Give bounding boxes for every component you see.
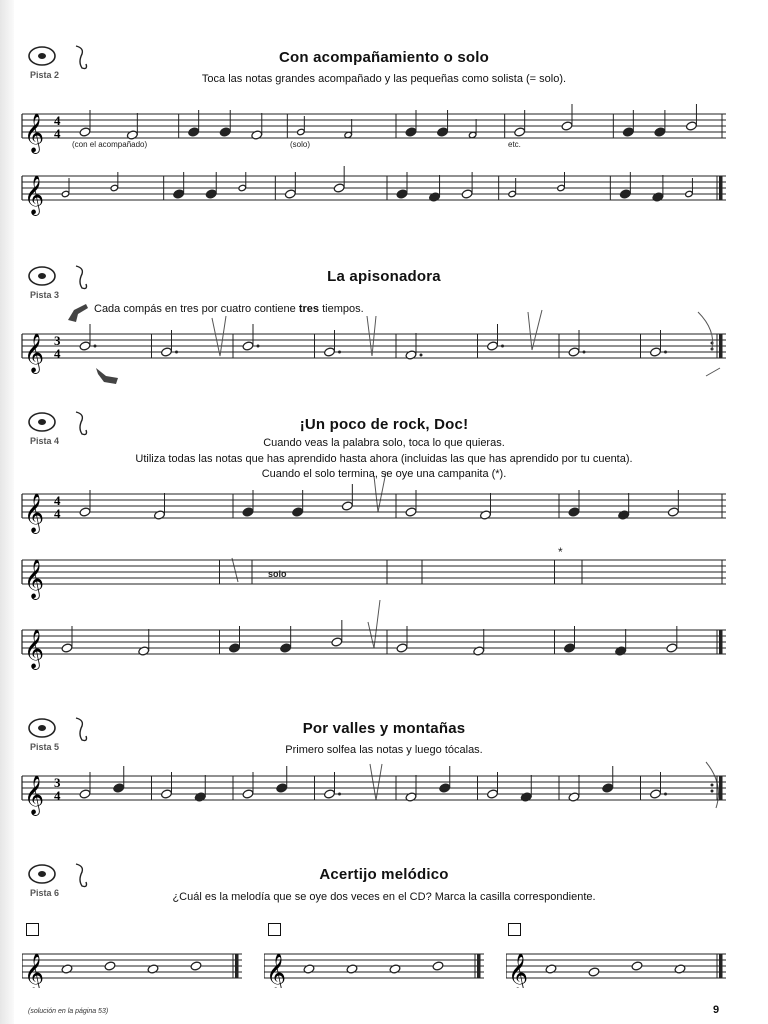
treble-clef-icon: 𝄞 [24, 629, 45, 669]
note-head [568, 507, 580, 517]
note-dot [338, 793, 341, 796]
note-head [280, 643, 292, 653]
treble-clef-icon: 𝄞 [24, 493, 45, 533]
melody-option-1 [22, 944, 242, 993]
note-head [229, 643, 241, 653]
repeat-dot [711, 784, 714, 787]
note-head [432, 961, 444, 971]
note-head [615, 646, 627, 656]
time-signature-bottom: 4 [54, 506, 61, 521]
note-head [487, 789, 499, 799]
note-head [242, 507, 254, 517]
staff-svg-3b [22, 550, 726, 599]
treble-clef-icon: 𝄞 [24, 953, 45, 988]
track-label-5: Pista 6 [30, 888, 60, 898]
note-head [602, 783, 614, 793]
treble-clef-icon: 𝄞 [266, 953, 287, 988]
note-head [79, 789, 91, 799]
saxophone-icon [70, 862, 90, 892]
note-head [564, 643, 576, 653]
note-head [439, 783, 451, 793]
time-signature-bottom: 4 [54, 346, 61, 361]
note-head [650, 789, 662, 799]
track-label-1: Pista 2 [30, 70, 60, 80]
section-title-1: Con acompañamiento o solo [278, 49, 490, 66]
section-subtitle-1: Toca las notas grandes acompañado y las pequeñas como solista (= solo). [201, 73, 567, 85]
annotation-accompanied: (con el acompañado) [72, 140, 148, 149]
solo-label: solo [268, 569, 287, 579]
time-signature-top: 3 [54, 333, 61, 348]
answer-checkbox-3[interactable] [508, 923, 521, 936]
treble-clef-icon: 𝄞 [24, 175, 45, 215]
track-label-3: Pista 4 [30, 436, 60, 446]
note-head [341, 501, 353, 511]
staff-svg-3a [22, 484, 726, 533]
note-dot [664, 793, 667, 796]
final-barline [719, 954, 723, 978]
track-label-2: Pista 3 [30, 290, 60, 300]
melody-option-3 [506, 944, 726, 993]
note-head [138, 646, 150, 656]
treble-clef-icon: 𝄞 [24, 333, 45, 373]
note-head [104, 961, 116, 971]
note-head [405, 792, 417, 802]
note-head [113, 783, 125, 793]
track-label-4: Pista 5 [30, 742, 60, 752]
note-head [61, 964, 73, 974]
section-subtitle-3b: Utiliza todas las notas que has aprendido hasta ahora (incluidas las que has aprendido por tu cuenta). [135, 453, 633, 465]
note-head [545, 964, 557, 974]
note-head [324, 789, 336, 799]
track-badge-4 [26, 716, 106, 766]
hint-text-start: Cada compás en tres por cuatro contiene [94, 303, 299, 315]
staff-3a [22, 484, 726, 533]
note-head [520, 792, 532, 802]
note-head [674, 964, 686, 974]
time-signature-top: 3 [54, 775, 61, 790]
note-head [588, 967, 600, 977]
treble-clef-icon: 𝄞 [24, 113, 45, 153]
treble-clef-icon: 𝄞 [24, 775, 45, 815]
time-signature-bottom: 4 [54, 788, 61, 803]
answer-checkbox-1[interactable] [26, 923, 39, 936]
note-head [568, 792, 580, 802]
final-barline [235, 954, 239, 978]
hint-text-end: tiempos. [319, 303, 364, 315]
staff-svg-4 [22, 766, 726, 815]
saxophone-icon [70, 410, 90, 440]
note-head [292, 507, 304, 517]
note-head [303, 964, 315, 974]
section-title-4: Por valles y montañas [302, 720, 466, 737]
note-head [405, 507, 417, 517]
note-head [161, 789, 173, 799]
note-head [190, 961, 202, 971]
final-barline [477, 954, 481, 978]
note-head [480, 510, 492, 520]
treble-clef-icon: 𝄞 [24, 559, 45, 599]
bell-mark: * [558, 545, 563, 559]
note-head [61, 643, 73, 653]
final-barline [719, 776, 723, 800]
note-head [473, 646, 485, 656]
note-head [631, 961, 643, 971]
note-head [242, 789, 254, 799]
saxophone-icon [70, 716, 90, 746]
melody-option-2 [264, 944, 484, 993]
section-subtitle-5: ¿Cuál es la melodía que se oye dos veces en el CD? Marca la casilla correspondiente. [172, 891, 596, 903]
staff-svg-5c [506, 944, 726, 988]
annotation-solo: (solo) [290, 140, 311, 149]
staff-3b [22, 550, 726, 599]
staff-svg-3c [22, 620, 726, 669]
section-title-5: Acertijo melódico [319, 866, 449, 883]
track-badge-5 [26, 862, 106, 912]
section-subtitle-3c: Cuando el solo termina, se oye una campanita (*). [261, 468, 507, 480]
note-head [389, 964, 401, 974]
section-title-3: ¡Un poco de rock, Doc! [299, 416, 469, 433]
time-signature-top: 4 [54, 493, 61, 508]
page-number: 9 [713, 1004, 720, 1016]
note-head [331, 637, 343, 647]
note-head [667, 507, 679, 517]
note-head [154, 510, 166, 520]
staff-svg-5b [264, 944, 484, 988]
staff-4 [22, 766, 726, 815]
staff-svg-5a [22, 944, 242, 988]
note-head [276, 783, 288, 793]
section-subtitle-3a: Cuando veas la palabra solo, toca lo que quieras. [263, 437, 505, 449]
note-head [666, 643, 678, 653]
solution-note: (solución en la página 53) [28, 1008, 109, 1015]
note-head [79, 507, 91, 517]
annotation-etc: etc. [508, 140, 521, 149]
answer-checkbox-2[interactable] [268, 923, 281, 936]
hint-text-bold: tres [298, 303, 320, 315]
note-head [618, 510, 630, 520]
section-subtitle-4: Primero solfea las notas y luego tócalas. [285, 744, 483, 756]
time-signature-bottom: 4 [54, 126, 61, 141]
note-head [396, 643, 408, 653]
treble-clef-icon: 𝄞 [508, 953, 529, 988]
note-head [194, 792, 206, 802]
note-head [346, 964, 358, 974]
section-title-2: La apisonadora [327, 268, 441, 285]
final-barline [719, 630, 723, 654]
repeat-dot [711, 790, 714, 793]
track-badge-3 [26, 410, 106, 460]
staff-3c [22, 620, 726, 669]
time-signature-top: 4 [54, 113, 61, 128]
note-head [147, 964, 159, 974]
